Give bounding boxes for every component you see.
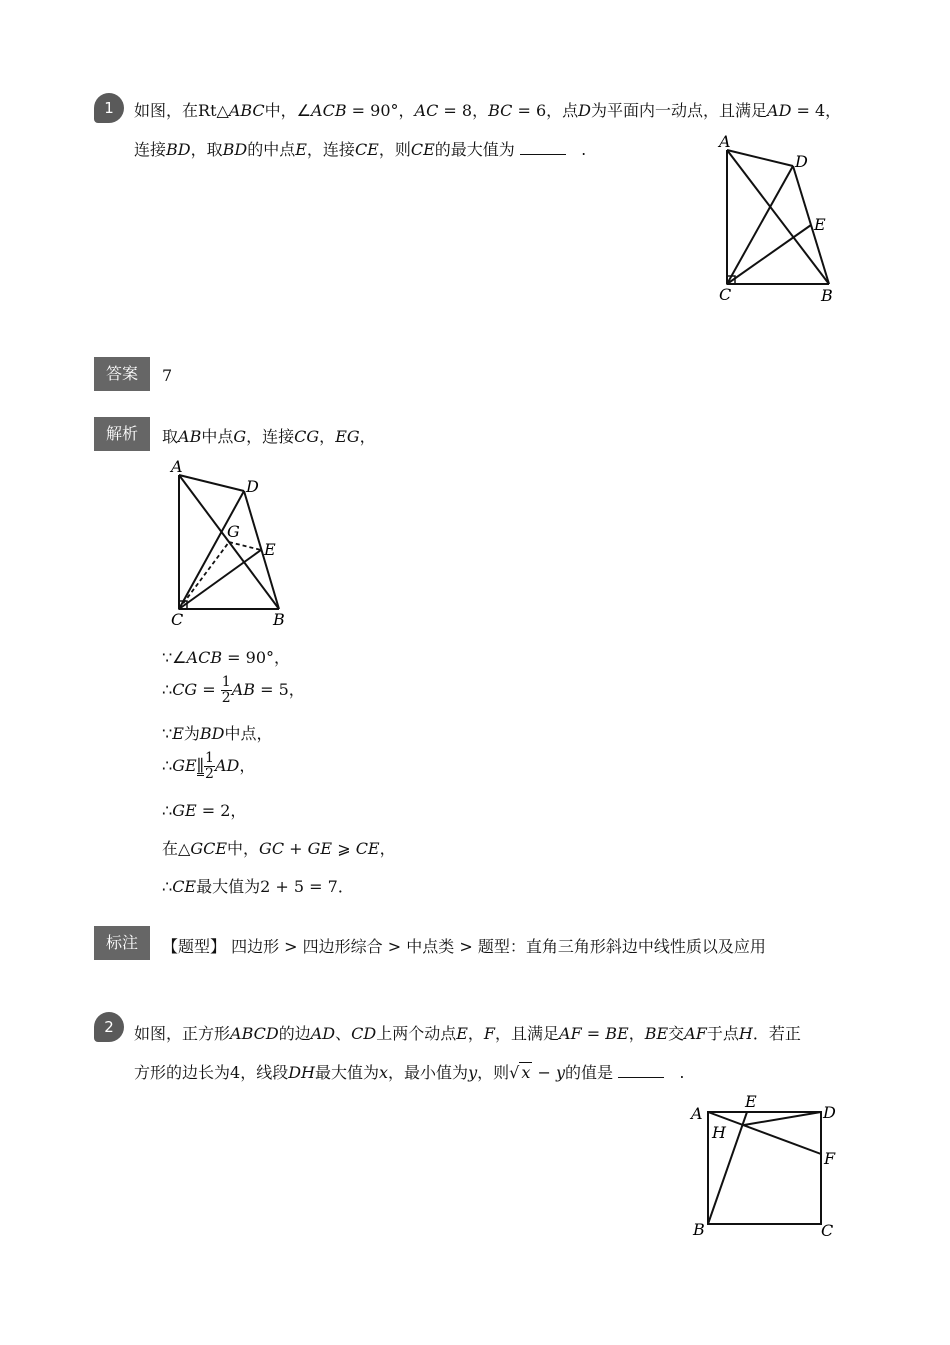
answer-tag: 答案 [94,357,150,391]
parallel-equal-symbol: ∥ [196,756,205,775]
q1-text-line-2: 连接BD，取BD的中点E，连接CE，则CE的最大值为 . [134,140,587,159]
step-6: 在△GCE中，GC + GE ⩾ CE， [162,839,396,858]
step-1: ∵∠ACB = 90°， [162,648,291,667]
q2-text-line-2: 方形的边长为4，线段DH最大值为x，最小值为y，则√ x − y的值是 . [134,1063,685,1082]
question-number-badge: 2 [94,1012,124,1042]
q2-label-f: F [824,1149,836,1168]
q2-text-line-1: 如图，正方形ABCD的边AD、CD上两个动点E，F，且满足AF = BE，BE交AF于点H．若正 [134,1024,801,1043]
label-tag: 标注 [94,926,150,960]
q2-figure [686,1090,846,1245]
analysis-label-a: A [171,457,183,476]
analysis-intro: 取AB中点G，连接CG，EG， [162,427,376,446]
answer-blank[interactable] [520,140,566,155]
label-text: 【题型】 四边形 > 四边形综合 > 中点类 > 题型：直角三角形斜边中线性质以及应用 [162,937,766,956]
analysis-label-b: B [273,610,285,629]
analysis-figure [162,455,292,630]
sqrt-symbol: √ [509,1063,520,1082]
answer-value: 7 [162,366,173,385]
analysis-tag: 解析 [94,417,150,451]
q2-label-b: B [693,1220,705,1239]
analysis-label-d: D [246,477,259,496]
analysis-label-c: C [171,610,184,629]
step-3: ∵E为BD中点， [162,724,273,743]
q1-label-b: B [821,286,833,305]
q2-label-h: H [712,1123,726,1142]
q1-label-d: D [795,152,808,171]
fraction: $\frac{1}{2}$ [221,674,231,706]
analysis-label-e: E [264,540,276,559]
q1-text-line-1: 如图，在Rt△ABC中，∠ACB = 90°，AC = 8，BC = 6，点D为平面内一动点，且满足AD = 4， [134,101,842,120]
question-number-badge: 1 [94,93,124,123]
step-2: ∴CG = $\frac{1}{2}$ AB = 5， [162,674,305,706]
step-7: ∴CE最大值为2 + 5 = 7． [162,877,354,896]
q1-label-c: C [719,285,732,304]
q2-label-c: C [821,1221,834,1240]
q1-label-a: A [719,132,731,151]
step-4: ∴GE∥ $\frac{1}{2}$ AD， [162,750,256,782]
q1-figure [710,130,840,305]
fraction: $\frac{1}{2}$ [205,750,214,782]
answer-blank[interactable] [618,1063,664,1078]
analysis-label-g: G [227,522,240,541]
q2-label-d: D [823,1103,836,1122]
q1-label-e: E [814,215,826,234]
step-5: ∴GE = 2， [162,801,247,820]
q2-label-e: E [745,1092,757,1111]
q2-label-a: A [691,1104,703,1123]
